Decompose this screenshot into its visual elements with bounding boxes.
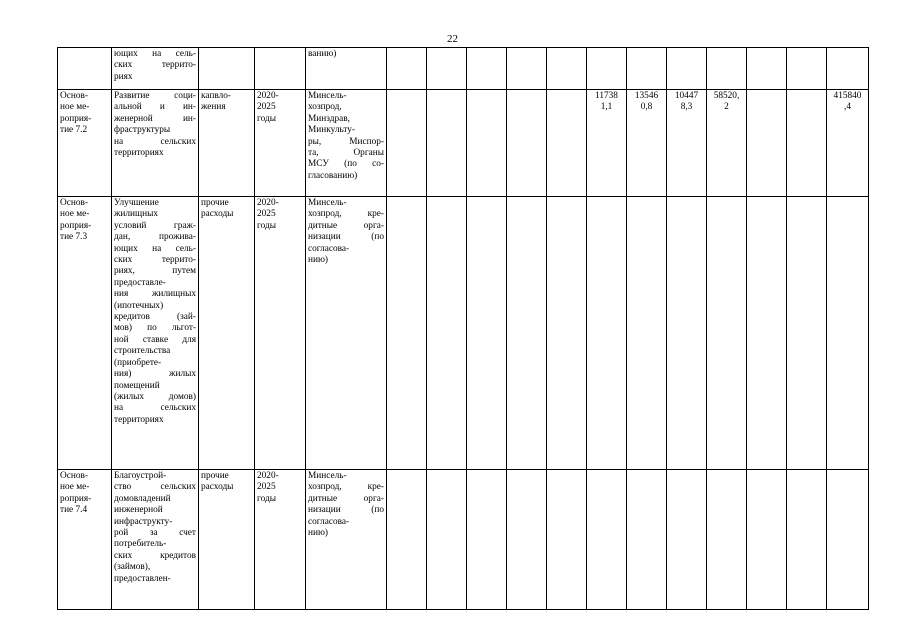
- value-cell-3: [467, 470, 507, 610]
- value-cell-9: 58520, 2: [707, 90, 747, 197]
- table-row: [58, 197, 869, 470]
- value-cell-1: [387, 197, 427, 470]
- value-cell-11: [787, 470, 827, 610]
- activity-name-cell: Развитие соци- альной и ин- женерной ин- фраструктуры на сельских территориях: [112, 90, 199, 197]
- value-cell-4: [507, 197, 547, 470]
- value-cell-3: [467, 197, 507, 470]
- expense-type-cell: прочие расходы: [199, 470, 255, 610]
- responsible-cell: Минсель- хозпрод, кре- дитные орга- низации (по согласова- нию): [306, 197, 387, 470]
- value-cell-2: [427, 48, 467, 90]
- value-cell-11: [787, 197, 827, 470]
- value-cell-8: 10447 8,3: [667, 90, 707, 197]
- value-cell-7: [627, 197, 667, 470]
- value-cell-12: [827, 48, 869, 90]
- value-cell-9: [707, 48, 747, 90]
- value-cell-3: [467, 48, 507, 90]
- activity-name-cell: Улучшение жилищных условий граж- дан, прожива- ющих на сель- ских террито- риях, путем предоставле- ния жилищных (ипотечных) кредитов (зай- мов) по льгот- ной ставке для строительства (приобрете- ния) жилых помещений (жилых домов) на сельских территориях: [112, 197, 199, 470]
- expense-type-cell: прочие расходы: [199, 197, 255, 470]
- activity-code-cell: [58, 48, 112, 90]
- value-cell-10: [747, 197, 787, 470]
- value-cell-8: [667, 470, 707, 610]
- value-cell-9: [707, 470, 747, 610]
- value-cell-1: [387, 470, 427, 610]
- value-cell-3: [467, 90, 507, 197]
- value-cell-5: [547, 197, 587, 470]
- value-cell-12: [827, 197, 869, 470]
- value-cell-4: [507, 48, 547, 90]
- page-number: 22: [447, 33, 458, 45]
- expense-type-cell: [199, 48, 255, 90]
- table-row: [58, 470, 869, 610]
- value-cell-12: 415840 ,4: [827, 90, 869, 197]
- value-cell-4: [507, 470, 547, 610]
- value-cell-6: 11738 1,1: [587, 90, 627, 197]
- value-cell-11: [787, 90, 827, 197]
- value-cell-1: [387, 48, 427, 90]
- period-cell: 2020- 2025 годы: [255, 90, 306, 197]
- budget-table: [57, 47, 869, 610]
- activity-code-cell: Основ- ное ме- роприя- тие 7.2: [58, 90, 112, 197]
- value-cell-6: [587, 197, 627, 470]
- value-cell-10: [747, 470, 787, 610]
- value-cell-6: [587, 470, 627, 610]
- value-cell-2: [427, 197, 467, 470]
- period-cell: 2020- 2025 годы: [255, 470, 306, 610]
- value-cell-2: [427, 470, 467, 610]
- activity-name-cell: Благоустрой- ство сельских домовладений инженерной инфраструкту- рой за счет потребитель- ских кредитов (займов), предоставлен-: [112, 470, 199, 610]
- responsible-cell: Минсель- хозпрод, Минздрав, Минкульту- ры, Миспор- та, Органы МСУ (по со- гласованию): [306, 90, 387, 197]
- continuation-row: [58, 48, 869, 90]
- activity-name-cell: ющих на сель- ских террито- риях: [112, 48, 199, 90]
- activity-code-cell: Основ- ное ме- роприя- тие 7.4: [58, 470, 112, 610]
- responsible-cell: Минсель- хозпрод, кре- дитные орга- низации (по согласова- нию): [306, 470, 387, 610]
- value-cell-6: [587, 48, 627, 90]
- activity-code-cell: Основ- ное ме- роприя- тие 7.3: [58, 197, 112, 470]
- value-cell-1: [387, 90, 427, 197]
- value-cell-2: [427, 90, 467, 197]
- value-cell-5: [547, 48, 587, 90]
- value-cell-7: 13546 0,8: [627, 90, 667, 197]
- value-cell-7: [627, 48, 667, 90]
- value-cell-10: [747, 90, 787, 197]
- value-cell-8: [667, 48, 707, 90]
- value-cell-9: [707, 197, 747, 470]
- value-cell-7: [627, 470, 667, 610]
- value-cell-4: [507, 90, 547, 197]
- value-cell-12: [827, 470, 869, 610]
- period-cell: 2020- 2025 годы: [255, 197, 306, 470]
- value-cell-5: [547, 90, 587, 197]
- responsible-cell: ванию): [306, 48, 387, 90]
- expense-type-cell: капвло- жения: [199, 90, 255, 197]
- value-cell-11: [787, 48, 827, 90]
- table-row: [58, 90, 869, 197]
- period-cell: [255, 48, 306, 90]
- value-cell-10: [747, 48, 787, 90]
- value-cell-8: [667, 197, 707, 470]
- value-cell-5: [547, 470, 587, 610]
